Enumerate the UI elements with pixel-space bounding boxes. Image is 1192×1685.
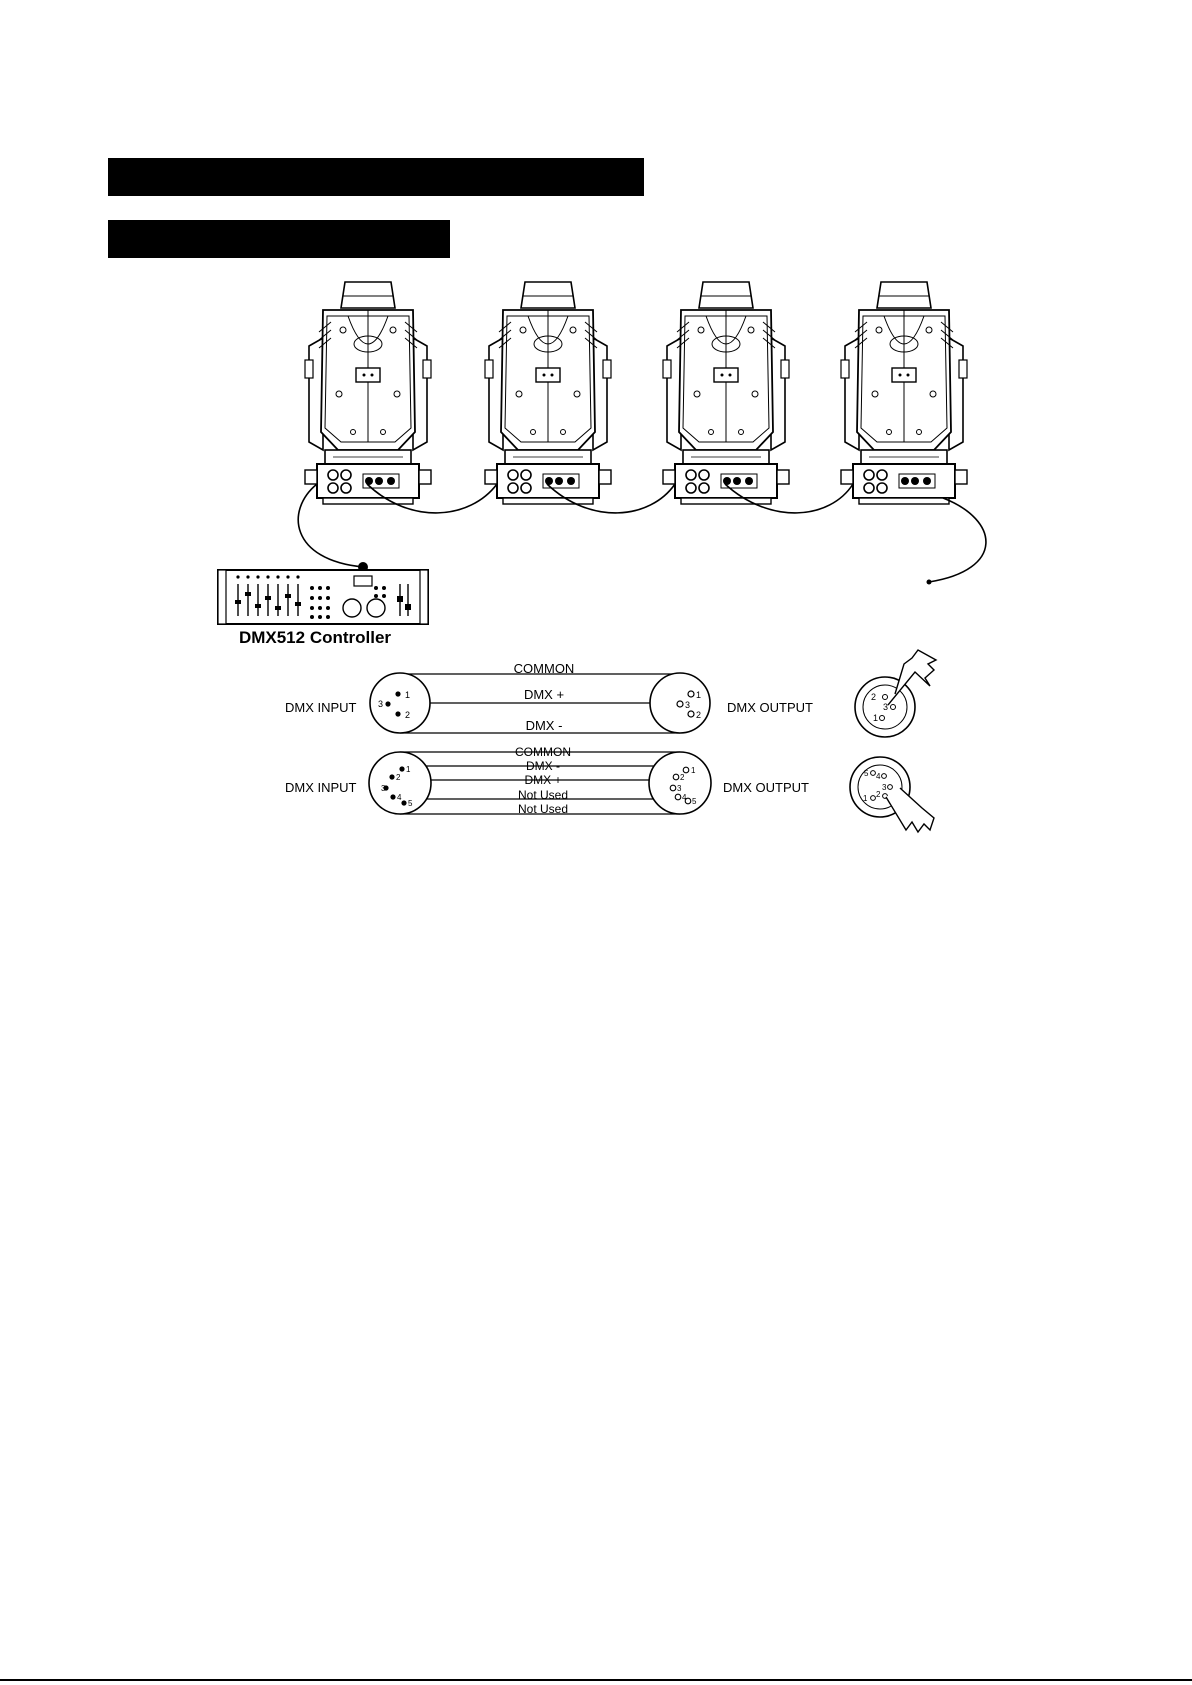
dmx-input-label: DMX INPUT bbox=[285, 700, 357, 715]
pin-label: 4 bbox=[397, 793, 402, 802]
wire-label: COMMON bbox=[513, 661, 575, 676]
wire-label: DMX - bbox=[525, 718, 563, 733]
pin-label: 3 bbox=[883, 702, 889, 712]
pin-label: 5 bbox=[692, 797, 697, 806]
pin-label: 2 bbox=[696, 710, 702, 720]
xlr3-plug-icon bbox=[855, 650, 936, 737]
fixture-1 bbox=[305, 282, 431, 504]
wire-label: DMX + bbox=[523, 687, 565, 702]
dmx-controller bbox=[218, 562, 428, 624]
wire-label: Not Used bbox=[517, 802, 569, 816]
pin-label: 5 bbox=[408, 799, 413, 808]
pin-label: 1 bbox=[405, 690, 411, 700]
pin-label: 5 bbox=[864, 769, 869, 778]
pin-label: 2 bbox=[680, 773, 685, 782]
dmx-output-label: DMX OUTPUT bbox=[727, 700, 813, 715]
xlr5-input-connector bbox=[369, 752, 431, 814]
fixture-4 bbox=[841, 282, 967, 504]
pin-label: 1 bbox=[406, 765, 411, 774]
dmx-input-label: DMX INPUT bbox=[285, 780, 357, 795]
wire-label: DMX - bbox=[526, 759, 560, 773]
controller-label: DMX512 Controller bbox=[238, 628, 392, 647]
pin-label: 3 bbox=[685, 700, 691, 710]
pin-label: 2 bbox=[876, 790, 881, 799]
cable-terminator bbox=[927, 580, 932, 585]
pin-label: 3 bbox=[882, 783, 887, 792]
pin-label: 1 bbox=[696, 690, 702, 700]
wire-label: DMX + bbox=[524, 773, 562, 787]
pin-label: 3 bbox=[381, 784, 386, 793]
pin-label: 4 bbox=[682, 793, 687, 802]
wire-label: Not Used bbox=[517, 788, 569, 802]
pin-label: 1 bbox=[691, 766, 696, 775]
wire-label: COMMON bbox=[515, 745, 571, 759]
fixture-2 bbox=[485, 282, 611, 504]
pin-label: 3 bbox=[378, 699, 384, 709]
footer-rule bbox=[0, 1679, 1192, 1681]
fixture-3 bbox=[663, 282, 789, 504]
pin-label: 2 bbox=[871, 692, 877, 702]
pin-label: 3 bbox=[677, 784, 682, 793]
pin-label: 2 bbox=[405, 710, 411, 720]
xlr5-output-connector bbox=[649, 752, 711, 814]
pin-label: 1 bbox=[863, 794, 868, 803]
dmx-output-label: DMX OUTPUT bbox=[723, 780, 809, 795]
pin-label: 1 bbox=[873, 713, 879, 723]
pin-label: 4 bbox=[876, 772, 881, 781]
pin-label: 2 bbox=[396, 773, 401, 782]
xlr3-output-connector bbox=[650, 673, 710, 733]
